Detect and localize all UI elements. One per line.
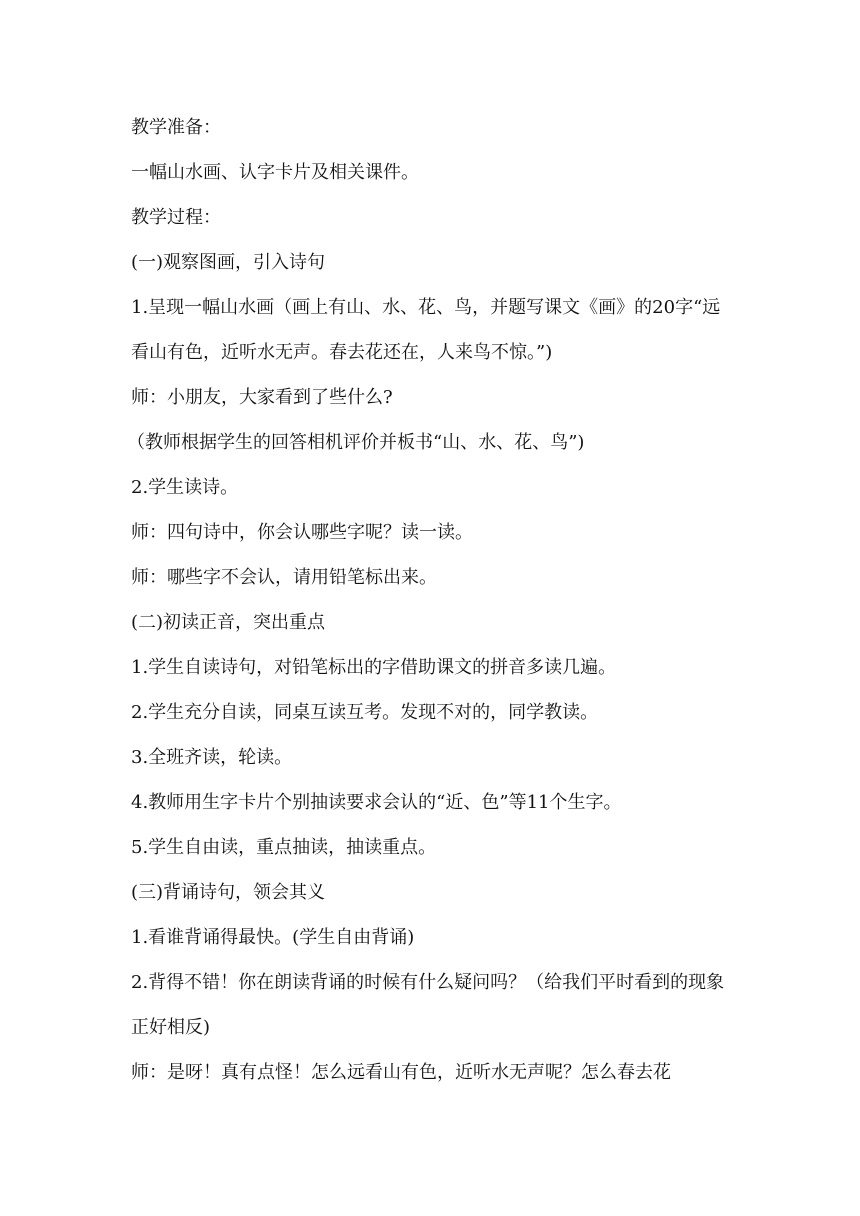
- paragraph: 师：是呀！真有点怪！怎么远看山有色，近听水无声呢？怎么春去花: [131, 1062, 671, 1083]
- paragraph: 师：小朋友，大家看到了些什么?: [131, 387, 393, 408]
- paragraph-heading-preparation: 教学准备：: [131, 117, 221, 138]
- paragraph: 4.教师用生字卡片个别抽读要求会认的“近、色”等11个生字。: [131, 792, 622, 813]
- paragraph: 1.呈现一幅山水画（画上有山、水、花、鸟，并题写课文《画》的20字“远看山有色，近听水无声。春去花还在，人来鸟不惊。”): [131, 297, 721, 363]
- paragraph: （教师根据学生的回答相机评价并板书“山、水、花、鸟”): [127, 432, 585, 453]
- paragraph: 5.学生自由读，重点抽读，抽读重点。: [131, 837, 437, 858]
- paragraph: 一幅山水画、认字卡片及相关课件。: [131, 162, 419, 183]
- paragraph-heading-process: 教学过程：: [131, 207, 221, 228]
- paragraph: 师：四句诗中，你会认哪些字呢？读一读。: [131, 522, 473, 543]
- paragraph: 3.全班齐读，轮读。: [131, 747, 293, 768]
- paragraph: 2.学生充分自读，同桌互读互考。发现不对的，同学教读。: [131, 702, 599, 723]
- section-heading-3: (三)背诵诗句，领会其义: [131, 882, 326, 903]
- paragraph: 师：哪些字不会认，请用铅笔标出来。: [131, 567, 437, 588]
- paragraph: 2.学生读诗。: [131, 477, 239, 498]
- document-body: [127, 110, 731, 1100]
- section-heading-1: (一)观察图画，引入诗句: [131, 252, 326, 273]
- paragraph: 1.学生自读诗句，对铅笔标出的字借助课文的拼音多读几遍。: [131, 657, 617, 678]
- paragraph: 1.看谁背诵得最快。(学生自由背诵): [131, 927, 415, 948]
- section-heading-2: (二)初读正音，突出重点: [131, 612, 326, 633]
- paragraph: 2.背得不错！你在朗读背诵的时候有什么疑问吗？（给我们平时看到的现象正好相反): [131, 972, 725, 1038]
